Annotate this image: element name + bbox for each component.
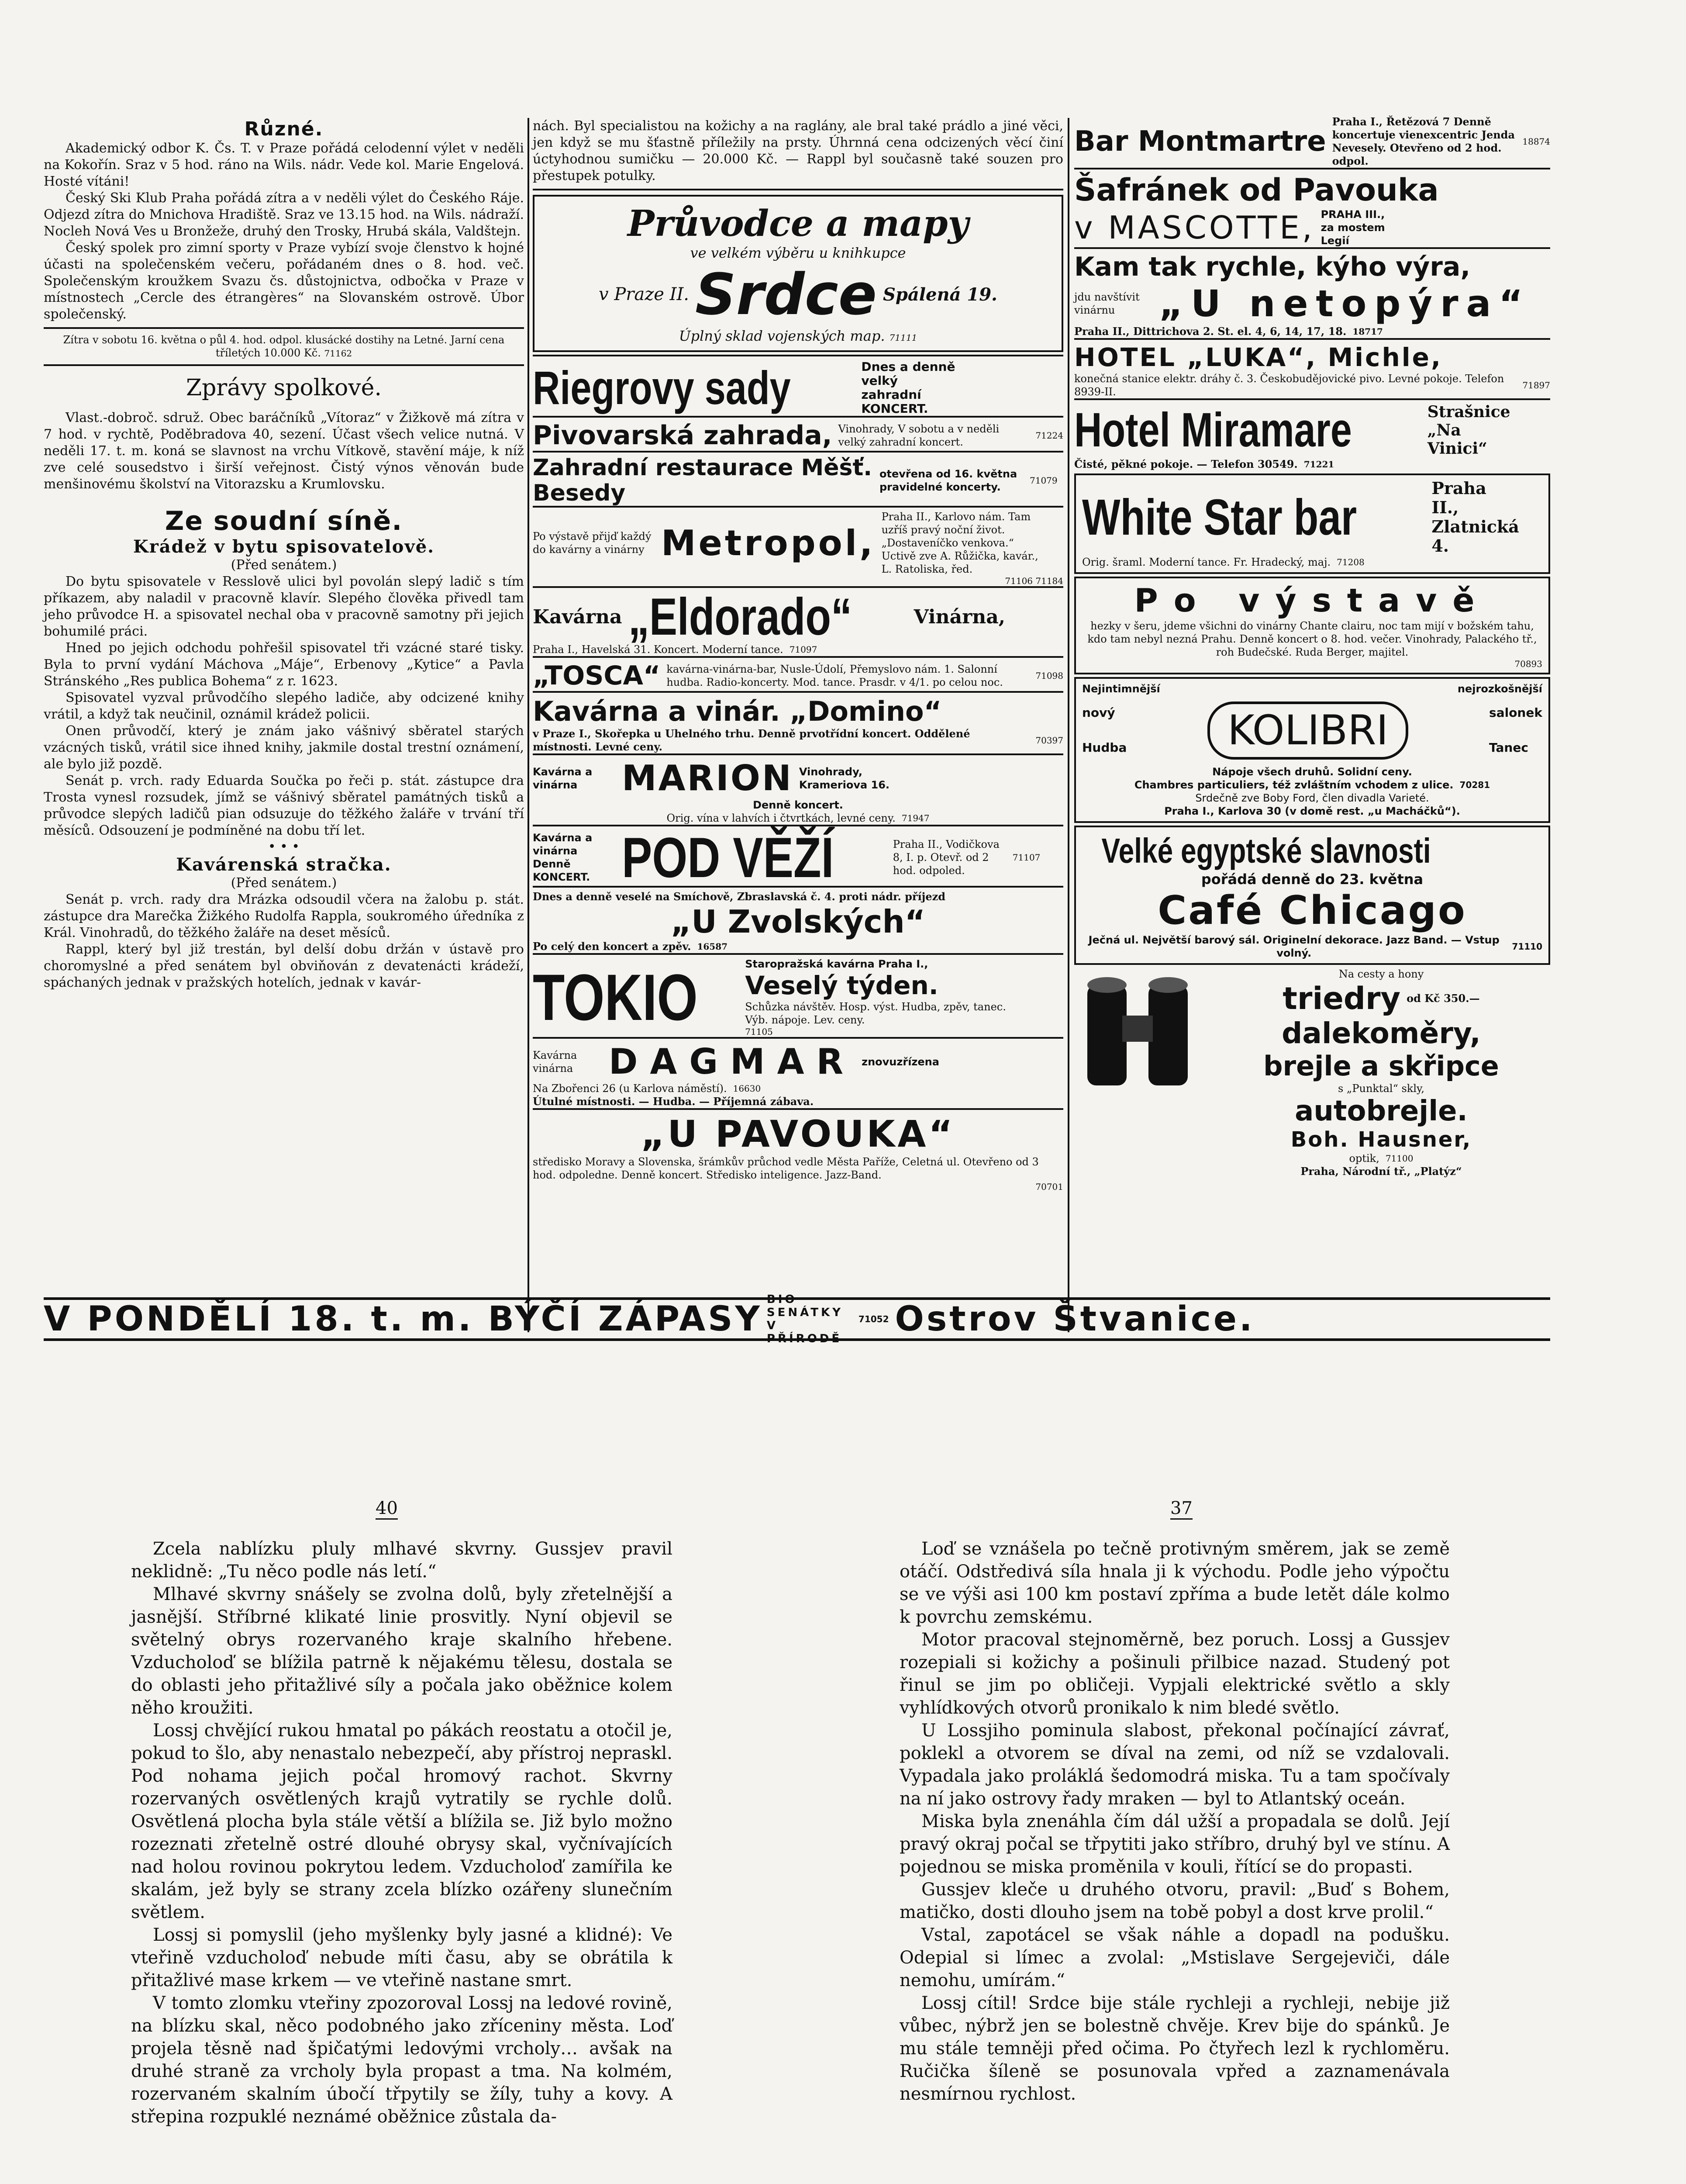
- ad-left: Kavárna a vinárna Denně KONCERT.: [533, 832, 593, 883]
- ad-title: TOKIO: [533, 961, 698, 1034]
- book-para: Miska byla znenáhla čím dál užší a propadala se dolů. Její pravý okraj počal se třpytiti jako stříbro, druhý byl ve stínu. A pojednou se miska proměnila v kouli, řítící se do propasti.: [900, 1811, 1450, 1877]
- ad-salon: salonek: [1489, 705, 1542, 720]
- book-para: U Lossjiho pominula slabost, překonal počínající závrať, poklekl a otvorem se díval na zemi, od níž se vzdalovali. Vypadala jako proláklá šedomodrá miska. Tu a tam spočívaly na ní jako ostrovy řady mraken — byl to Atlantský oceán.: [900, 1721, 1450, 1809]
- ad-line: Chambres particuliers, též zvláštním vchodem z ulice.: [1134, 779, 1454, 791]
- ad-title: „U Zvolských“: [670, 903, 926, 940]
- ad-title: Velké egyptské slavnosti: [1101, 831, 1431, 870]
- ad-title: Průvodce a mapy: [627, 203, 969, 245]
- ad-mascotte: [1074, 168, 1550, 247]
- spolkove-title: Zprávy spolkové.: [186, 375, 382, 401]
- banner-text: V PONDĚLÍ 18. t. m. BÝČÍ ZÁPASY: [44, 1299, 762, 1339]
- ad-ref: 71110: [1512, 941, 1542, 952]
- senat-note: (Před senátem.): [231, 875, 337, 891]
- ad-tokio: [533, 953, 1063, 1037]
- book-para: Loď se vznášela po tečně protivným směrem, jak se země otáčí. Odstředivá síla hnala ji k východu. Podle jeho výpočtu se ve výši asi 100 km postaví zpříma a bude letět dále kolmo k povrchu zemskému.: [900, 1539, 1450, 1627]
- ad-right: Vinohrady, Krameriova 16.: [799, 765, 890, 791]
- ad-koncert: Denně koncert.: [753, 799, 843, 811]
- spolkove-para: Vlast.-dobroč. sdruž. Obec baráčníků „Vítoraz“ v Žižkově má zítra v 7 hod. v rychtě, Poděbradova 40, sezení. Účast všech velice nutná. V neděli 17. t. m. koná se slavnost na vrchu Vítkově, stavění máje, k níž zve celé sousedstvo i širší veřejnost. Čistý výnos věnován bude menšinovému školství na Vitorazsku a Krumlovsku.: [44, 410, 524, 492]
- ad-line: Nápoje všech druhů. Solidní ceny.: [1212, 766, 1412, 778]
- book-para: Gussjev kleče u druhého otvoru, pravil: „Buď s Bohem, matičko, dosti dlouho jsem na tobě pobyl a dost krve prolil.“: [900, 1880, 1450, 1922]
- ad-ref: 71098: [1035, 670, 1063, 681]
- kavarenska-title: Kavárenská stračka.: [176, 854, 392, 875]
- soudni-para: Onen průvodčí, který je znám jako vášnivý sběratel starých vzácných tisků, vrátil sice ihned knihy, jakmile dostal trestní oznámení, ale bylo již pozdě.: [44, 723, 524, 772]
- column-rule: [1068, 118, 1069, 1332]
- ad-name: Srdce: [695, 261, 877, 328]
- ad-text: v Praze I., Skořepka u Uhelného trhu. Denně prvotřídní koncert. Oddělené místnosti. Levné ceny.: [533, 727, 970, 753]
- ad-podvezi: [533, 825, 1063, 889]
- ad-text: konečná stanice elektr. dráhy č. 3. Českobudějovické pivo. Levné pokoje. Telefon 8939-II.: [1074, 373, 1504, 398]
- ad-street: Spálená 19.: [883, 284, 997, 305]
- ad-ref: 71208: [1337, 557, 1365, 567]
- ad-foot: Orig. vína v lahvích i čtvrtkách, levné ceny.: [666, 812, 896, 824]
- ad-luka: [1074, 338, 1550, 398]
- section-dots: • • •: [268, 839, 300, 854]
- ad-ref: 18717: [1352, 326, 1383, 337]
- column-rule: [528, 118, 529, 1332]
- ad-left: Kavárna: [533, 605, 622, 628]
- banner-tail: Ostrov Štvanice.: [895, 1299, 1255, 1339]
- ad-sub: ve velkém výběru u knihkupce: [690, 245, 906, 261]
- ad-triedry: triedry: [1283, 981, 1401, 1016]
- book-para: Mlhavé skvrny snášely se zvolna dolů, byly zřetelnější a jasnější. Stříbrné klikaté linie prosvitly. Nyní objevil se světelný obrys rozervaného kraje skalního hřebene. Vzducholoď se blížila patrně k nějakému tělesu, dostala se do oblasti jeho přitažlivé síly a počala jako oběžnice kolem něho kroužiti.: [131, 1584, 672, 1718]
- ad-side: otevřena od 16. května pravidelné koncerty.: [879, 468, 1017, 493]
- ad-eldorado: [533, 586, 1063, 656]
- ad-line: Srdečně zve Boby Ford, člen divadla Varieté.: [1195, 792, 1429, 804]
- ad-pruvodce: [533, 195, 1063, 352]
- ad-title: Hotel Miramare: [1074, 403, 1352, 457]
- right-column: [1074, 109, 1550, 1178]
- ad-title: Riegrovy sady: [533, 361, 791, 414]
- ad-right: Vinárna,: [914, 605, 1006, 628]
- ad-main: „U netopýra“: [1159, 282, 1531, 325]
- ad-title: „TOSCA“: [533, 660, 661, 691]
- ad-side: PRAHA III., za mostem Legií: [1321, 208, 1385, 247]
- ad-zahradni: [533, 451, 1063, 506]
- left-column: [44, 109, 524, 991]
- ad-side: Strašnice „Na Vinici“: [1427, 403, 1510, 458]
- page-number-left: 40: [376, 1498, 398, 1520]
- ad-text: hezky v šeru, jdeme všichni do vinárny Chante clairu, noc tam mijí v božském tahu, kdo tam nebyl nezná Prahu. Denně koncert o 8. hod. večer. Vinohrady, Palackého tř., roh Budečské. Ruda Berger, majitel.: [1087, 620, 1537, 658]
- ad-foot: Úplný sklad vojenských map.: [679, 328, 885, 344]
- soudni-para: Hned po jejich odchodu pohřešil spisovatel tři vzácné staré tisky. Byla to první vydání Máchova „Máje“, Erbenovy „Kytice“ a Pavla Stránského „Res publica Bohema“ z r. 1623.: [44, 640, 524, 689]
- ruzne-para: Český spolek pro zimní sporty v Praze vybízí svoje členstvo k hojné účasti na společenském večeru, pořádaném dnes o 8. hod. več. Společenským kroužkem Svazu čs. důstojnictva, odbočka v Praze v místnostech „Cercle des étrangères“ na Slovanském ostrově. Úbor společenský.: [44, 240, 524, 322]
- kavarenska-para: Rappl, který byl již trestán, byl delší dobu držán v ústavě pro choromyslné a před senátem byl obviňován z devatenácti krádeží, spáchaných jednak v pražských hotelích, jednak v kavár-: [44, 942, 524, 990]
- ad-netopyra: [1074, 247, 1550, 338]
- ad-city: v Praze II.: [599, 284, 689, 304]
- ad-title: „U PAVOUKA“: [641, 1113, 955, 1155]
- ruzne-para: Český Ski Klub Praha pořádá zítra a v neděli výlet do Českého Ráje. Odjezd zítra do Mnichova Hradiště. Sraz ve 13.15 hod. na Wils. nádraží. Nocleh Nová Ves u Bronžeže, druhý den Trosky, Hrubá skála, Valdštejn.: [44, 190, 524, 239]
- ad-punktal: s „Punktal“ skly,: [1338, 1082, 1425, 1095]
- ad-zvolskych: [533, 886, 1063, 953]
- ad-ref: 71105: [745, 1026, 773, 1037]
- ad-text: středisko Moravy a Slovenska, šrámkův průchod vedle Města Paříže, Celetná ul. Otevřeno od 3 hod. odpoledne. Denně koncert. Středisko inteligence. Jazz-Band.: [533, 1156, 1039, 1181]
- ad-text: Schůzka návštěv. Hosp. výst. Hudba, zpěv, tanec. Výb. nápoje. Lev. ceny.: [745, 1001, 1006, 1026]
- book-para: Lossj si pomyslil (jeho myšlenky byly jasné a klidné): Ve vteřině vzducholoď nebude míti času, aby se obrátila k přitažlivé mase krkem — ve vteřině nastane smrt.: [131, 1925, 672, 1990]
- book-para: Motor pracoval stejnoměrně, bez poruch. Lossj a Gussjev rozepiali si kožichy a pošinuli přilbice nazad. Studený pot řinul se jim po obličeji. Vypjali elektrické světlo a skly vyhlídkových otvorů pronikalo k nim bledé světlo.: [900, 1630, 1450, 1718]
- book-para: Lossj chvějící rukou hmatal po pákách reostatu a otočil je, pokud to šlo, aby nenastalo nebezpečí, aby přístroj nepraskl. Pod nohama jejich počal hromový rachot. Skvrny rozervaných osvětlených krajů vytratily se rychle dolů. Osvětlená plocha byla stále větší a blížila se. Již bylo možno rozeznati zřetelně ostré dlouhé obrysy skal, vyčnívajících nad holou rovinou pokrytou ledem. Vzducholoď zamířila ke skalám, jež byly se strany zcela blízko ozářeny slunečním světlem.: [131, 1721, 672, 1922]
- ad-ref: 71106 71184: [1005, 576, 1063, 586]
- ad-addr: Praha, Národní tř., „Platýz“: [1300, 1165, 1462, 1178]
- ad-domino: [533, 691, 1063, 753]
- ad-pavouka: [533, 1108, 1063, 1192]
- soudni-subtitle: Krádež v bytu spisovatelově.: [133, 536, 435, 557]
- ad-ref: 71947: [901, 813, 930, 823]
- ad-ref: 71107: [1012, 852, 1041, 863]
- ad-hausner: [1074, 968, 1550, 1178]
- ad-ref: 18874: [1522, 136, 1550, 147]
- ad-main: Veselý týden.: [745, 971, 938, 1000]
- ad-ref: 16630: [733, 1083, 761, 1094]
- book-para: Lossj cítil! Srdce bije stále rychleji a rychleji, nebije již vůbec, nýbrž jen se bolestně chvěje. Krev bije do spánků. Je mu stále temněji před očima. Po čtyřech lezl k rychloměru. Ručička šíleně se posunovala vpřed a zaznamenávala nesmírnou rychlost.: [900, 1993, 1450, 2104]
- ad-right: Praha II., Vodičkova 8, I. p. Otevř. od 2 hod. odpoled.: [893, 838, 1000, 877]
- ad-marion: [533, 753, 1063, 825]
- ad-miramare: [1074, 398, 1550, 471]
- ad-sub: pořádá denně do 23. května: [1201, 871, 1424, 888]
- newspaper-page: [44, 109, 1550, 1345]
- ad-ref: 71224: [1035, 430, 1063, 441]
- ad-title: Kam tak rychle, kýho výra,: [1074, 252, 1471, 282]
- ad-foot: Praha II., Dittrichova 2. St. el. 4, 6, 14, 17, 18.: [1074, 325, 1347, 338]
- divider: [533, 189, 1063, 190]
- ad-whitestar: [1074, 473, 1550, 574]
- ad-title: DAGMAR: [609, 1041, 856, 1082]
- book-para: V tomto zlomku vteřiny zpozoroval Lossj na ledové rovině, na blízku skal, něco podobného jako zříceniny města. Loď projela těsně nad špičatými ledovými vrcholy… avšak na druhé straně za vrcholy byla propast a tma. Na kolmém, rozervaném skalním úbočí třpytily se žíly, tuhy a kovy. A střepina rozpuklé neznámé oběžnice zůstala da-: [131, 1993, 672, 2127]
- ad-title: „Eldorado“: [628, 587, 852, 646]
- ad-ref: 71097: [789, 644, 817, 655]
- ad-dagmar: [533, 1037, 1063, 1108]
- ad-montmartre: [1074, 115, 1550, 168]
- ad-ref: 70893: [1514, 659, 1542, 669]
- ad-price: od Kč 350.—: [1407, 992, 1480, 1005]
- ad-foot: Čisté, pěkné pokoje. — Telefon 30549.: [1074, 458, 1298, 470]
- ad-title: KOLIBRI: [1207, 702, 1408, 760]
- book-page-right: [900, 1538, 1450, 2105]
- ruzne-para: Akademický odbor K. Čs. T. v Praze pořádá celodenní výlet v neděli na Kokořín. Sraz v 5 hod. ráno na Wils. nádr. Vede kol. Marie Engelová. Hosté vítáni!: [44, 141, 524, 189]
- ad-title: Bar Montmartre: [1074, 125, 1326, 158]
- middle-column: [533, 109, 1063, 1192]
- book-para: Zcela nablízku pluly mlhavé skvrny. Gussjev pravil neklidně: „Tu něco podle nás letí.“: [131, 1539, 672, 1582]
- ad-foot: Praha I., Havelská 31. Koncert. Moderní tance.: [533, 643, 783, 656]
- ad-dance: Tanec: [1489, 740, 1528, 755]
- ad-side: Dnes a denně velký zahradní KONCERT.: [861, 359, 955, 416]
- page-number-right: 37: [1170, 1498, 1193, 1520]
- ad-title: Kavárna a vinár. „Domino“: [533, 695, 942, 727]
- klusacke-ref: 71162: [324, 348, 352, 359]
- ad-title: POD VĚŽÍ: [622, 826, 834, 889]
- ad-main: Café Chicago: [1158, 888, 1467, 933]
- divider: [44, 327, 524, 329]
- ad-kolibri: [1074, 677, 1550, 823]
- kavarenska-para: Senát p. vrch. rady dra Mrázka odsoudil včera na žalobu p. stát. zástupce dra Marečka Žižkého Rudolfa Rappla, soukromého úředníka z Král. Vinohradů, do těžkého žaláře na deset měsíců.: [44, 892, 524, 940]
- ad-ref: 70281: [1459, 780, 1490, 790]
- ad-small: jdu navštívit vinárnu: [1074, 291, 1140, 316]
- ad-addr: Na Zbořenci 26 (u Karlova náměstí).: [533, 1082, 727, 1095]
- ad-metropol: [533, 506, 1063, 576]
- ad-ref: 71100: [1385, 1153, 1414, 1164]
- soudni-para: Do bytu spisovatele v Resslově ulici byl povolán slepý ladič s tím příkazem, aby naladil v pracovně klavír. Slepého člověka přivedl tam jeho průvodce H. a spisovatel nechal oba v pracovně samotny při jejich bohumilé práci.: [44, 574, 524, 639]
- ad-dalekomery: dalekoměry,: [1282, 1016, 1481, 1050]
- soudni-title: Ze soudní síně.: [165, 506, 403, 536]
- ad-hausner-name: Boh. Hausner,: [1290, 1127, 1472, 1152]
- ad-foot: Po celý den koncert a zpěv.: [533, 940, 691, 953]
- banner-ref: 71052: [858, 1314, 889, 1324]
- ad-povystave: [1074, 577, 1550, 674]
- ad-foot: Ječná ul. Největší barový sál. Originelní dekorace. Jazz Band. — Vstup volný.: [1088, 934, 1500, 959]
- ad-right: znovuzřízena: [862, 1055, 939, 1068]
- soudni-para: Senát p. vrch. rady Eduarda Součka po řeči p. stát. zástupce dra Trosta vynesl rozsudek, jímž se vášnivý sběratel památných tisků a průvodce slepých ladičů pian odsuzuje do těžkého žaláře v trvání tří měsíců. Odsouzení je podmíněné na dobu tří let.: [44, 773, 524, 838]
- ad-pivovarska: [533, 416, 1063, 451]
- ad-foot: Orig. šraml. Moderní tance. Fr. Hradecký, maj.: [1082, 556, 1331, 568]
- klusacke-text: Zítra v sobotu 16. května o půl 4. hod. odpol. klusácké dostihy na Letné. Jarní cena tříletých 10.000 Kč.: [63, 334, 505, 359]
- ad-top: Staropražská kavárna Praha I.,: [745, 958, 928, 970]
- ad-side: Praha I., Řetězová 7 Denně koncertuje vienexcentric Jenda Nevesely. Otevřeno od 2 hod. odpol.: [1332, 115, 1515, 167]
- ad-ref: 70397: [1035, 735, 1063, 746]
- ad-ref: 71221: [1303, 459, 1334, 470]
- ad-left: Kavárna a vinárna: [533, 765, 593, 791]
- ad-top: Na cesty a hony: [1338, 968, 1424, 980]
- ad-ref: 71079: [1030, 475, 1058, 486]
- ad-title: HOTEL „LUKA“, Michle,: [1074, 342, 1442, 372]
- ad-optik: optik,: [1349, 1152, 1379, 1165]
- ad-right: Praha II., Karlovo nám. Tam uzříš pravý noční život. „Dostaveníčko venkova.“ Uctivě zve A. Růžička, kavár., L. Ratoliska, řed.: [881, 511, 1038, 575]
- ad-autobrejle: autobrejle.: [1295, 1095, 1468, 1127]
- ad-left: Kavárna vinárna: [533, 1049, 577, 1075]
- ad-line: Praha I., Karlova 30 (v domě rest. „u Macháčků“).: [1164, 805, 1460, 817]
- continued-text: nách. Byl specialistou na kožichy a na raglány, ale bral také prádlo a jiné věci, jen když se mu šťastně příležily na prsty. Úhrnná cena odcizených věcí činí úctyhodnou sumičku — 20.000 Kč. — Rappl byl současně také souzen pro přestupek potulky.: [533, 118, 1063, 183]
- klusacke-ad: [44, 333, 524, 360]
- ad-tosca: [533, 656, 1063, 691]
- ad-title: Pivovarská zahrada,: [533, 420, 832, 451]
- ad-title: Zahradní restaurace Měšť. Besedy: [533, 455, 872, 506]
- ad-ref: 71897: [1522, 380, 1550, 390]
- ad-title: Šafránek od Pavouka: [1074, 172, 1439, 208]
- ad-text: kavárna-vinárna-bar, Nusle-Údolí, Přemyslovo nám. 1. Salonní hudba. Radio-koncerty. Mod. tance. Prasdr. v 4/1. po celou noc.: [666, 663, 1003, 688]
- soudni-para: Spisovatel vyzval průvodčího slepého ladiče, aby odcizené knihy vrátil, a když tak neučinil, oznámil krádež policii.: [44, 690, 524, 722]
- ad-title: White Star bar: [1082, 489, 1357, 546]
- ad-riegrovy: [533, 355, 1063, 416]
- ad-mascotte: v MASCOTTE,: [1074, 209, 1315, 246]
- ad-title: Po výstavě: [1134, 582, 1490, 619]
- ad-ref: 70701: [1035, 1182, 1063, 1192]
- ad-top-right: nejrozkošnější: [1457, 683, 1542, 695]
- book-para: Vstal, zapotácel se však náhle a dopadl na podušku. Odepial si límec a zvolal: „Mstislave Sergejeviči, dále nemohu, umírám.“: [900, 1925, 1450, 1990]
- ruzne-title: Různé.: [244, 118, 324, 140]
- ad-new: nový: [1082, 705, 1115, 720]
- ad-music: Hudba: [1082, 740, 1127, 755]
- ad-left: Po výstavě přijď každý do kavárny a vinárny: [533, 530, 652, 556]
- ad-side: Vinohrady, V sobotu a v neděli velký zahradní koncert.: [838, 423, 1000, 448]
- bullfight-banner: [44, 1293, 1550, 1345]
- ad-brejle: brejle a skřipce: [1263, 1050, 1499, 1082]
- ad-chicago: [1074, 826, 1550, 965]
- ad-top-left: Nejintimnější: [1082, 683, 1160, 695]
- book-page-left: [131, 1538, 672, 2128]
- ad-top: Dnes a denně veselé na Smíchově, Zbraslavská č. 4. proti nádr. příjezd: [533, 890, 946, 903]
- senat-note: (Před senátem.): [231, 557, 337, 573]
- ad-ref: 16587: [697, 941, 728, 952]
- ad-foot: Útulné místnosti. — Hudba. — Příjemná zábava.: [533, 1095, 814, 1108]
- ad-title: Metropol,: [661, 522, 876, 563]
- ad-side: Praha II., Zlatnická 4.: [1431, 478, 1519, 556]
- ad-title: MARION: [622, 758, 793, 798]
- divider: [44, 364, 524, 366]
- binoculars-icon: [1074, 968, 1205, 1099]
- ad-ref: 71111: [889, 332, 917, 343]
- banner-small: BIO SENÁTKY V PŘÍRODĚ: [766, 1293, 843, 1345]
